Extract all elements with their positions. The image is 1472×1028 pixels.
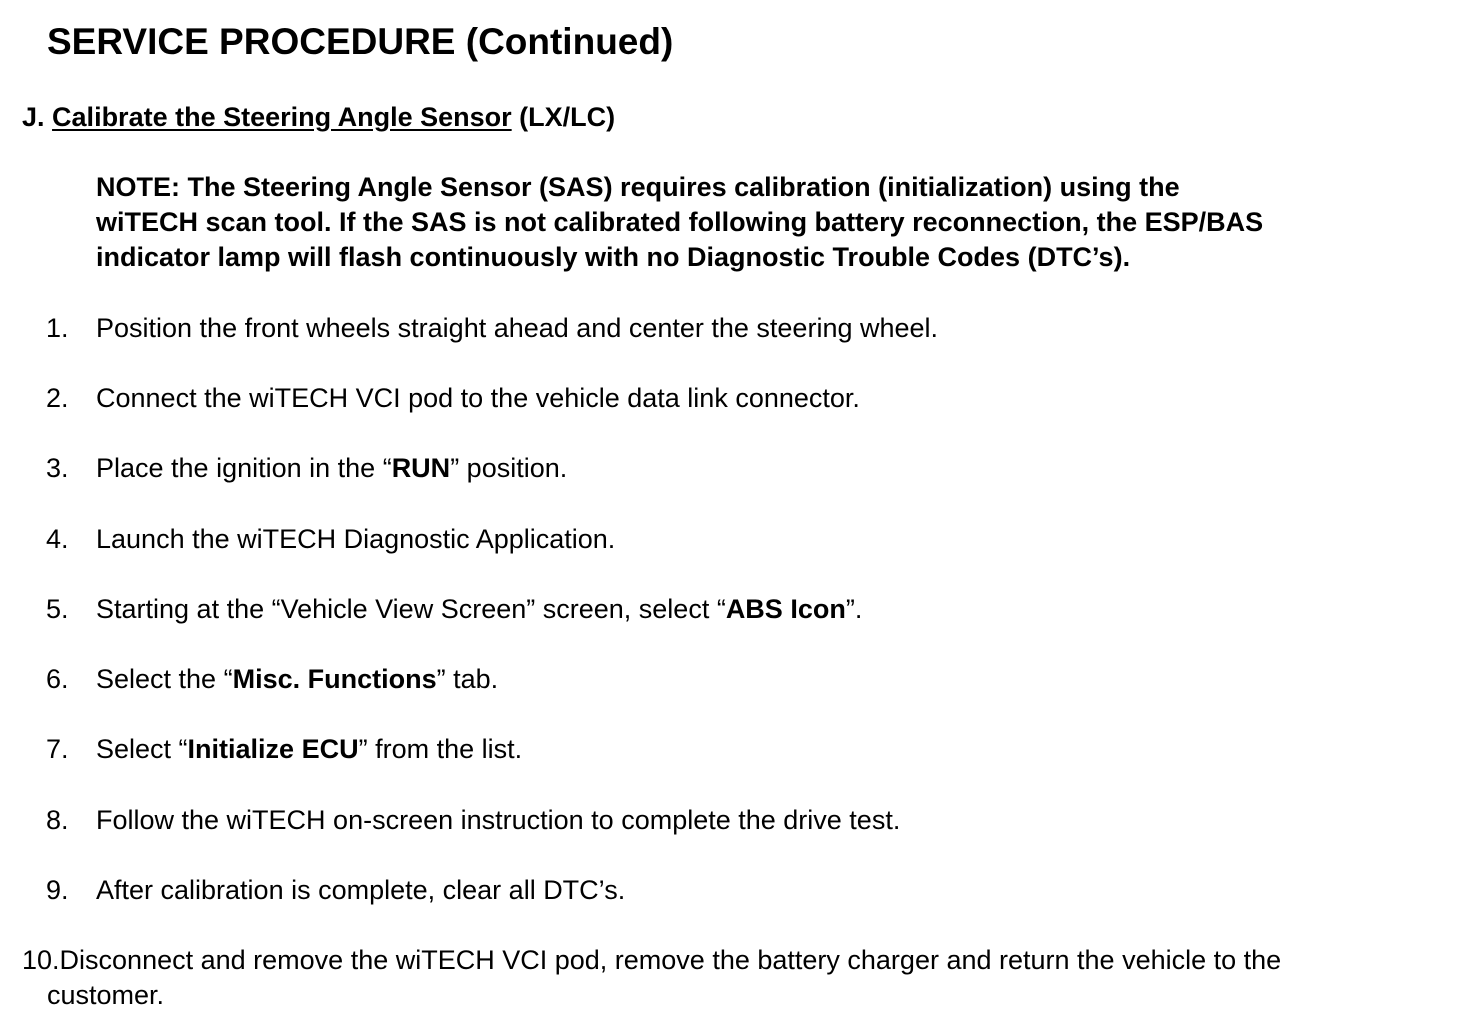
step-text bbox=[96, 451, 567, 486]
note-line: wiTECH scan tool. If the SAS is not calibrated following battery reconnection, the ESP/BAS bbox=[96, 207, 1264, 237]
step-text-bold: Initialize ECU bbox=[187, 734, 359, 764]
step-number: 8. bbox=[46, 805, 69, 835]
step-text-pre: Place the ignition in the “ bbox=[96, 453, 392, 483]
step-text-pre: Starting at the “Vehicle View Screen” screen, select “ bbox=[96, 594, 726, 624]
section-title: Calibrate the Steering Angle Sensor bbox=[52, 102, 512, 132]
step-number: 2. bbox=[46, 383, 69, 413]
step-number: 9. bbox=[46, 875, 69, 905]
section-heading bbox=[22, 100, 615, 134]
section-suffix: (LX/LC) bbox=[519, 102, 616, 132]
step-text-post: ” from the list. bbox=[358, 734, 523, 764]
step-number: 5. bbox=[46, 594, 69, 624]
step-text bbox=[22, 943, 1281, 978]
step-number: 6. bbox=[46, 664, 69, 694]
step-text-bold: RUN bbox=[391, 453, 451, 483]
page-title: SERVICE PROCEDURE (Continued) bbox=[47, 21, 674, 62]
step-text bbox=[96, 592, 862, 627]
step-text bbox=[96, 662, 498, 697]
section-letter: J. bbox=[22, 102, 45, 132]
step-text: Follow the wiTECH on-screen instruction to complete the drive test. bbox=[96, 805, 901, 835]
step-number: 1. bbox=[46, 313, 69, 343]
step-text bbox=[96, 732, 522, 767]
step-text-line: Disconnect and remove the wiTECH VCI pod, remove the battery charger and return the vehicle to the bbox=[59, 945, 1282, 975]
step-text: After calibration is complete, clear all DTC’s. bbox=[96, 875, 626, 905]
step-text-bold: ABS Icon bbox=[725, 594, 846, 624]
step-text-pre: Select the “ bbox=[96, 664, 233, 694]
step-number: 3. bbox=[46, 453, 69, 483]
step-text: Connect the wiTECH VCI pod to the vehicle data link connector. bbox=[96, 383, 860, 413]
step-item bbox=[22, 943, 1281, 1013]
step-text: Position the front wheels straight ahead and center the steering wheel. bbox=[96, 313, 939, 343]
step-text-bold: Misc. Functions bbox=[232, 664, 437, 694]
step-text-post: ”. bbox=[845, 594, 863, 624]
note-line: NOTE: The Steering Angle Sensor (SAS) requires calibration (initialization) using the bbox=[96, 172, 1180, 202]
step-text: Launch the wiTECH Diagnostic Application. bbox=[96, 524, 616, 554]
step-text-post: ” position. bbox=[450, 453, 568, 483]
step-number: 4. bbox=[46, 524, 69, 554]
step-text-line: customer. bbox=[47, 980, 165, 1010]
step-number: 7. bbox=[46, 734, 69, 764]
step-text-post: ” tab. bbox=[436, 664, 499, 694]
note-line: indicator lamp will flash continuously with no Diagnostic Trouble Codes (DTC’s). bbox=[96, 242, 1131, 272]
step-text-pre: Select “ bbox=[96, 734, 188, 764]
note-block bbox=[96, 170, 1446, 275]
step-number: 10. bbox=[22, 945, 60, 975]
